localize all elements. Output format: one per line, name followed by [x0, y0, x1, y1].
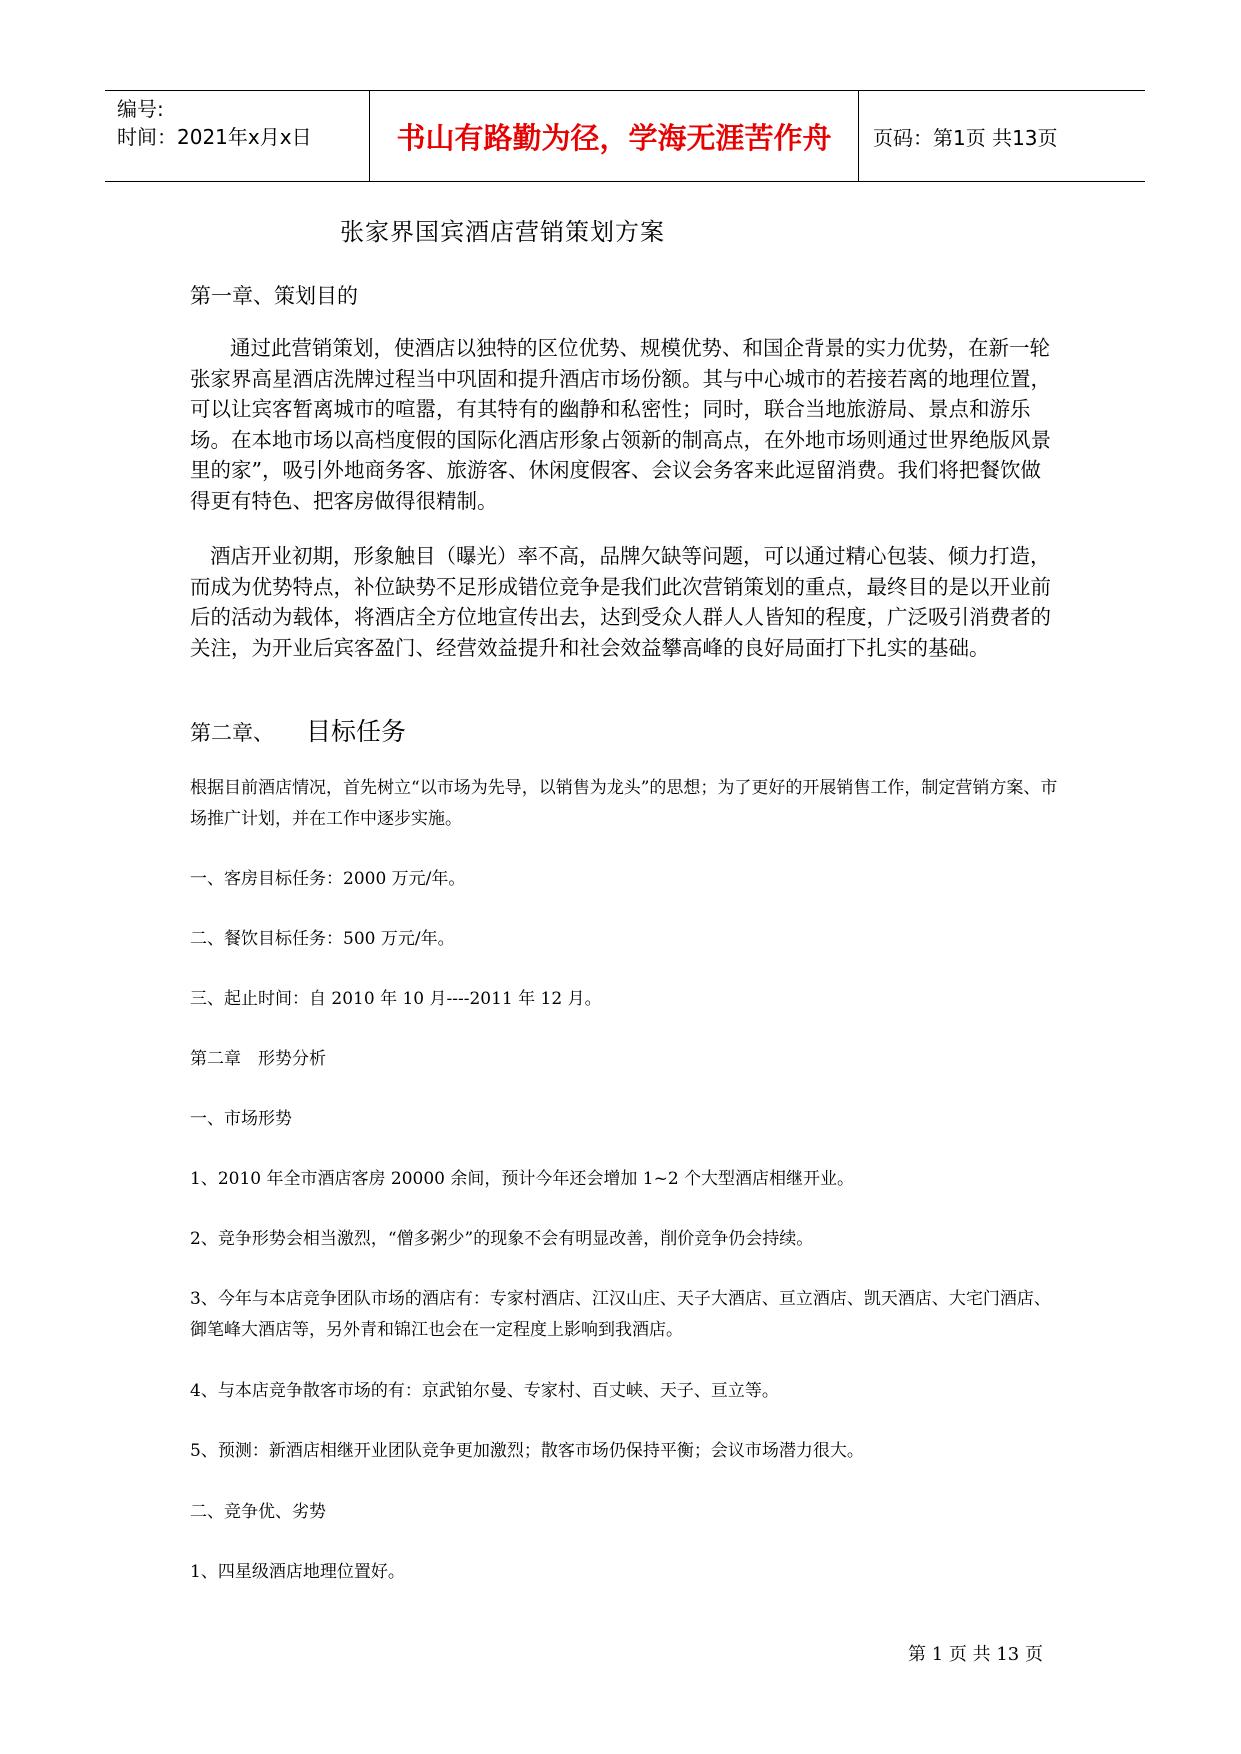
header-motto-cell	[370, 91, 859, 181]
market-item-3: 3、今年与本店竞争团队市场的酒店有：专家村酒店、江汉山庄、天子大酒店、亘立酒店、凯天酒店、大宅门酒店、御笔峰大酒店等，另外青和锦江也会在一定程度上影响到我酒店。	[190, 1289, 1051, 1340]
header-motto: 书山有路勤为径，学海无涯苦作舟	[396, 120, 832, 155]
chapter1-heading: 第一章、策划目的	[190, 284, 358, 308]
chapter2-intro: 根据目前酒店情况，首先树立“以市场为先导，以销售为龙头”的思想；为了更好的开展销售工作，制定营销方案、市场推广计划，并在工作中逐步实施。	[190, 778, 1058, 829]
chapter2-heading-title: 目标任务	[306, 717, 407, 746]
chapter3-heading: 第二章 形势分析	[190, 1049, 326, 1069]
header-page-cell	[859, 91, 1145, 181]
header-page-info: 页码：第1页 共13页	[873, 125, 1058, 150]
chapter2-heading-number: 第二章、	[190, 721, 274, 745]
market-item-2: 2、竞争形势会相当激烈，“僧多粥少”的现象不会有明显改善，削价竞争仍会持续。	[190, 1229, 814, 1249]
document-time-label: 时间：2021年x月x日	[117, 125, 312, 149]
chapter3-subheading-1: 一、市场形势	[190, 1109, 292, 1129]
header-left-cell	[105, 91, 370, 181]
document-title: 张家界国宾酒店营销策划方案	[340, 218, 665, 246]
chapter3-subheading-2: 二、竞争优、劣势	[190, 1502, 326, 1522]
document-number-label: 编号:	[117, 97, 164, 121]
page-header	[105, 90, 1145, 182]
market-item-5: 5、预测：新酒店相继开业团队竞争更加激烈；散客市场仍保持平衡；会议市场潜力很大。	[190, 1441, 864, 1461]
chapter2-heading	[190, 712, 1060, 748]
chapter2-item-1: 一、客房目标任务：2000 万元/年。	[190, 869, 466, 889]
chapter2-item-2: 二、餐饮目标任务：500 万元/年。	[190, 929, 455, 949]
chapter2-item-3: 三、起止时间：自 2010 年 10 月----2011 年 12 月。	[190, 989, 602, 1009]
chapter1-paragraph-1: 通过此营销策划，使酒店以独特的区位优势、规模优势、和国企背景的实力优势，在新一轮张家界高星酒店洗牌过程当中巩固和提升酒店市场份额。其与中心城市的若接若离的地理位置，可以让宾客暂离城市的喧嚣，有其特有的幽静和私密性；同时，联合当地旅游局、景点和游乐场。在本地市场以高档度假的国际化酒店形象占领新的制高点，在外地市场则通过世界绝版风景里的家”，吸引外地商务客、旅游客、休闲度假客、会议会务客来此逗留消费。我们将把餐饮做得更有特色、把客房做得很精制。	[190, 336, 1051, 513]
chapter1-paragraph-2: 酒店开业初期，形象触目（曝光）率不高，品牌欠缺等问题，可以通过精心包装、倾力打造，而成为优势特点，补位缺势不足形成错位竞争是我们此次营销策划的重点，最终目的是以开业前后的活动为载体，将酒店全方位地宣传出去，达到受众人群人人皆知的程度，广泛吸引消费者的关注，为开业后宾客盈门、经营效益提升和社会效益攀高峰的良好局面打下扎实的基础。	[190, 544, 1051, 660]
market-item-4: 4、与本店竞争散客市场的有：京武铂尔曼、专家村、百丈峡、天子、亘立等。	[190, 1381, 779, 1401]
page-footer: 第 1 页 共 13 页	[908, 1644, 1043, 1665]
market-item-1: 1、2010 年全市酒店客房 20000 余间，预计今年还会增加 1~2 个大型酒店相继开业。	[190, 1169, 855, 1189]
competition-item-1: 1、四星级酒店地理位置好。	[190, 1562, 405, 1582]
